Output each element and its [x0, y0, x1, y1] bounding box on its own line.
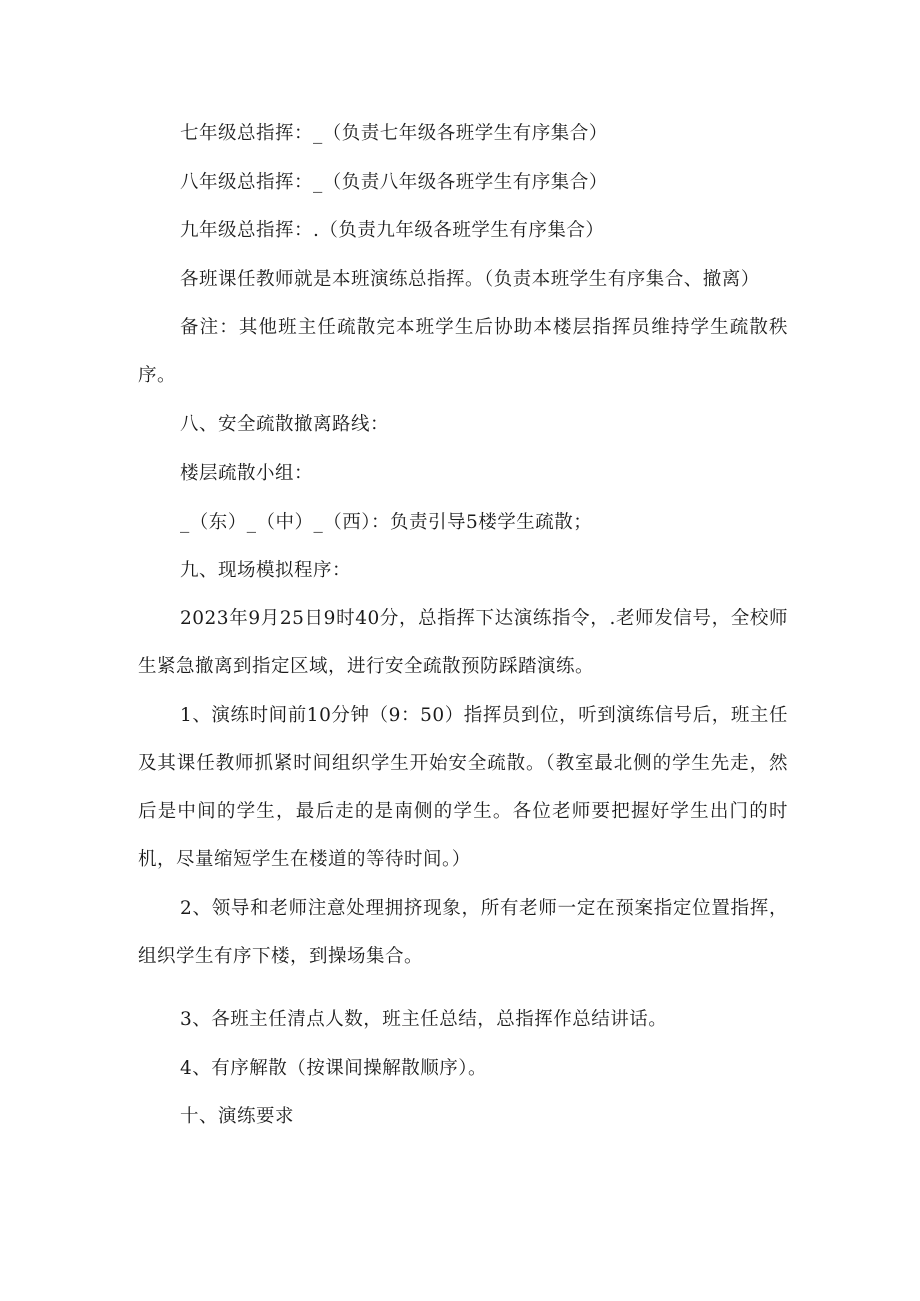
paragraph-grade9-commander: 九年级总指挥：.（负责九年级各班学生有序集合）: [180, 220, 605, 241]
paragraph-class-teachers: 各班课任教师就是本班演练总指挥。（负责本班学生有序集合、撤离）: [180, 269, 760, 290]
paragraph-step-4: 4、有序解散（按课间操解散顺序）。: [180, 1058, 488, 1079]
paragraph-grade8-commander: 八年级总指挥：_（负责八年级各班学生有序集合）: [180, 172, 608, 193]
paragraph-floor-team: 楼层疏散小组：: [180, 463, 314, 484]
section-heading-simulation: 九、现场模拟程序：: [180, 560, 352, 581]
paragraph-floor-assignment: _（东）_（中）_（西）：负责引导5楼学生疏散；: [180, 512, 593, 533]
paragraph-drill-start: 2023年9月25日9时40分，总指挥下达演练指令，.老师发信号，全校师生紧急撤离到指定区域，进行安全疏散预防踩踏演练。: [138, 608, 788, 677]
section-heading-evacuation-route: 八、安全疏散撤离路线：: [180, 414, 390, 435]
paragraph-grade7-commander: 七年级总指挥：_（负责七年级各班学生有序集合）: [180, 123, 608, 144]
paragraph-step-1: 1、演练时间前10分钟（9：50）指挥员到位，听到演练信号后，班主任及其课任教师抓紧时间组织学生开始安全疏散。（教室最北侧的学生先走，然后是中间的学生，最后走的是南侧的学生。各位老师要把握好学生出门的时机，尽量缩短学生在楼道的等待时间。）: [138, 705, 788, 870]
paragraph-step-3: 3、各班主任清点人数，班主任总结，总指挥作总结讲话。: [180, 1009, 668, 1030]
paragraph-remark: 备注：其他班主任疏散完本班学生后协助本楼层指挥员维持学生疏散秩序。: [138, 317, 788, 386]
paragraph-step-2: 2、领导和老师注意处理拥挤现象，所有老师一定在预案指定位置指挥，组织学生有序下楼，到操场集合。: [138, 898, 788, 967]
section-heading-drill-requirements: 十、演练要求: [180, 1106, 295, 1127]
